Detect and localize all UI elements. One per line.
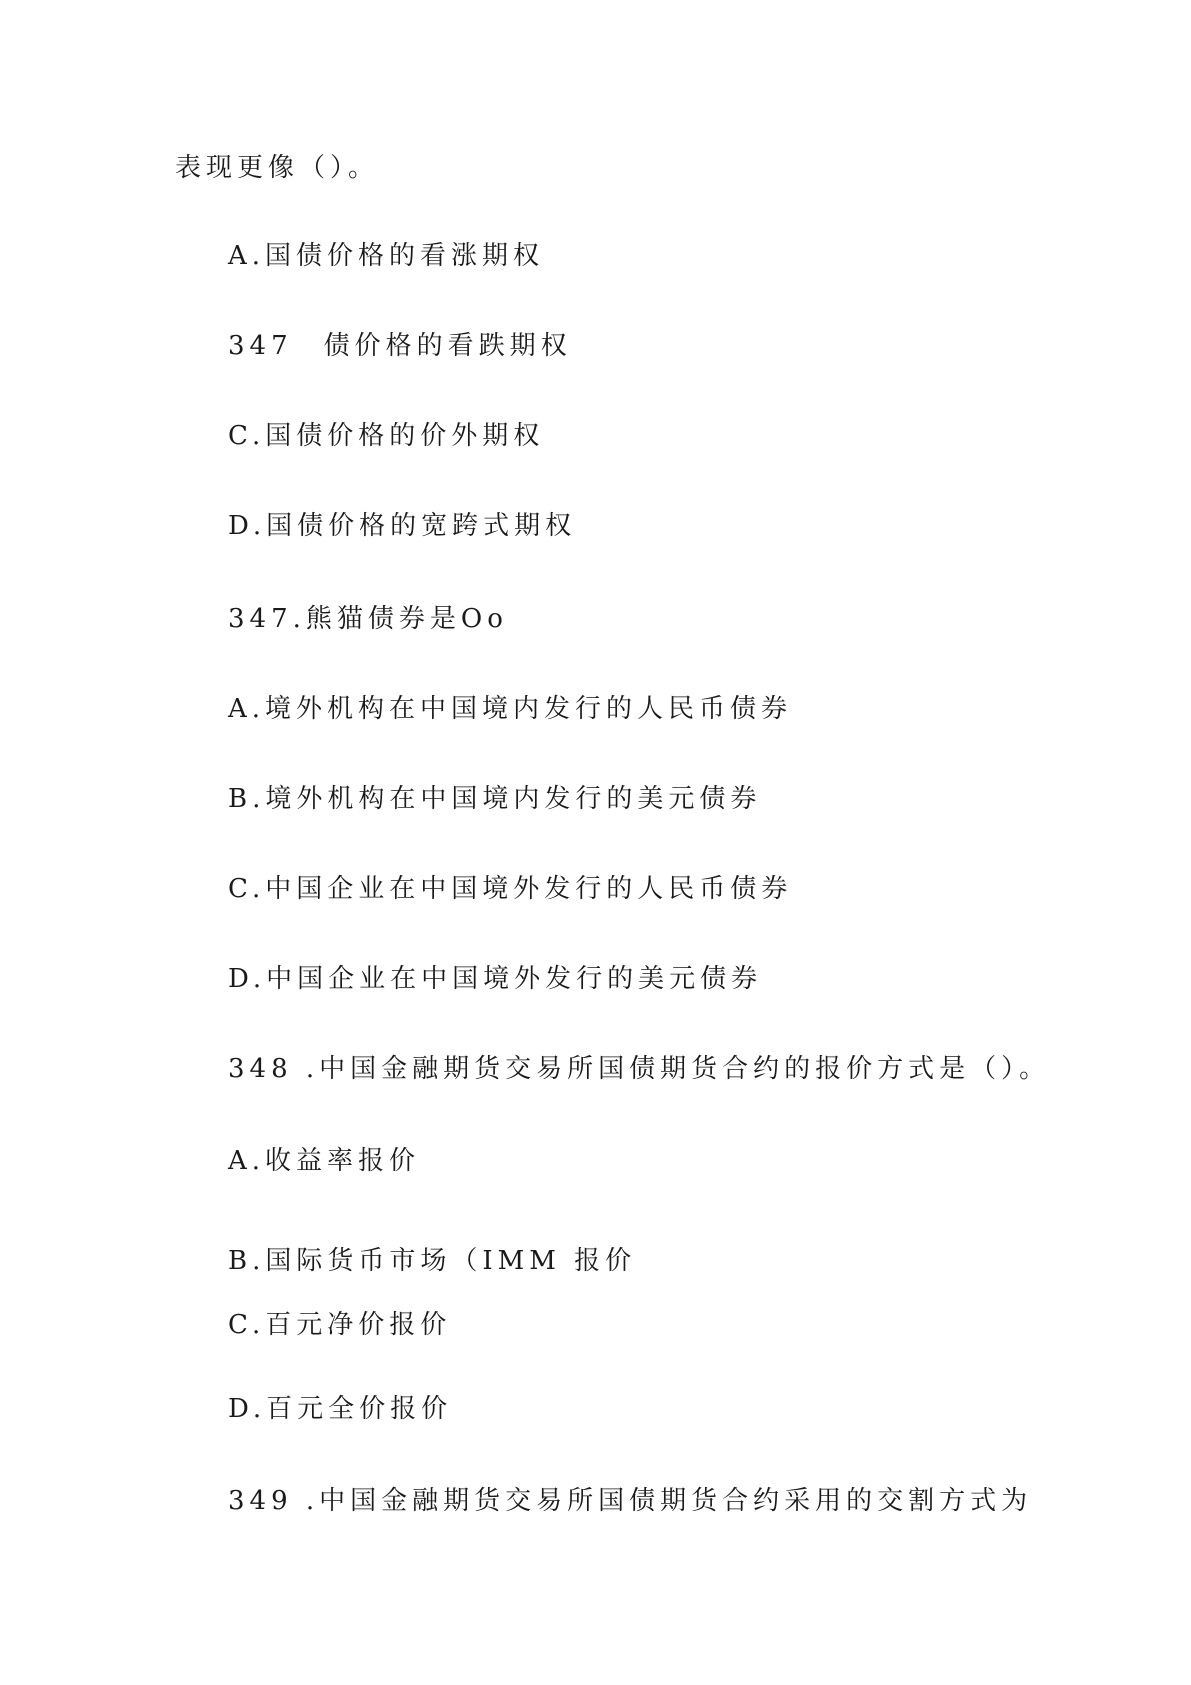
question-continuation: 表现更像（）。 bbox=[175, 153, 380, 183]
option-b: B.国际货币市场（IMM 报价 bbox=[228, 1246, 637, 1276]
question-347: 347.熊猫债券是Oo bbox=[228, 604, 508, 634]
option-d: D.中国企业在中国境外发行的美元债券 bbox=[228, 964, 763, 994]
option-c: C.百元净价报价 bbox=[228, 1310, 452, 1340]
option-d: D.百元全价报价 bbox=[228, 1394, 453, 1424]
option-c: C.国债价格的价外期权 bbox=[228, 421, 545, 451]
option-b: B.境外机构在中国境内发行的美元债券 bbox=[228, 784, 762, 814]
option-a: A.境外机构在中国境内发行的人民币债券 bbox=[228, 694, 793, 724]
option-a: A.收益率报价 bbox=[228, 1146, 421, 1176]
option-a: A.国债价格的看涨期权 bbox=[228, 241, 545, 271]
question-349: 349 .中国金融期货交易所国债期货合约采用的交割方式为 bbox=[228, 1486, 1033, 1516]
option-b: 347 债价格的看跌期权 bbox=[228, 331, 572, 361]
option-d: D.国债价格的宽跨式期权 bbox=[228, 511, 577, 541]
option-c: C.中国企业在中国境外发行的人民币债券 bbox=[228, 874, 793, 904]
question-348: 348 .中国金融期货交易所国债期货合约的报价方式是（）。 bbox=[228, 1054, 1051, 1084]
